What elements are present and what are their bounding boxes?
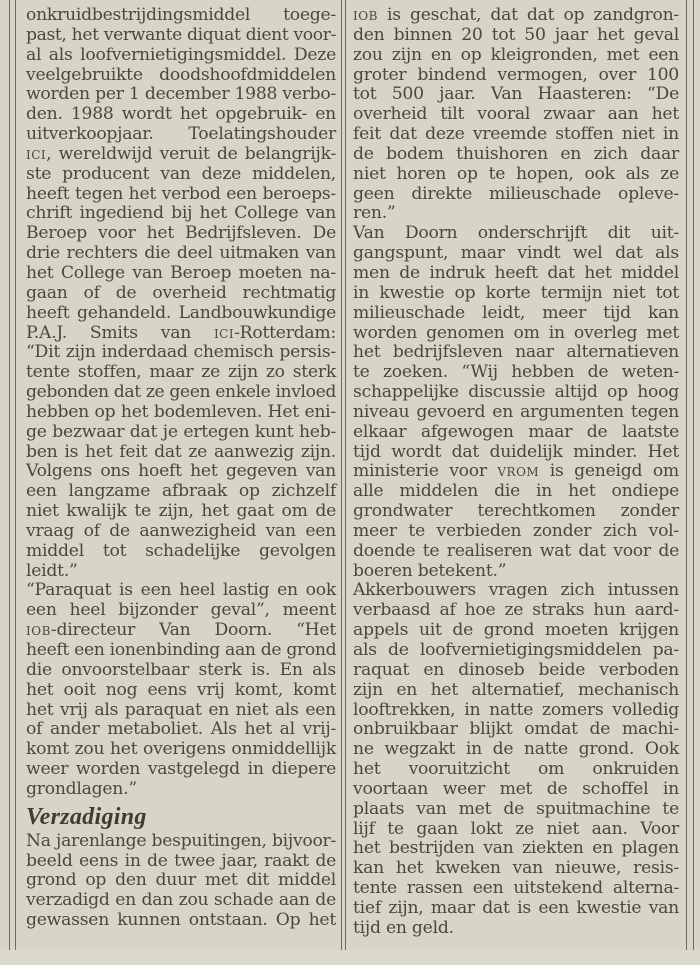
acronym: iob — [26, 620, 51, 641]
text-line: als de loofvernietigingsmiddelen pa- — [353, 640, 679, 660]
text-line: leidt.” — [26, 560, 78, 581]
text-line: of ander metaboliet. Als het al vrij- — [26, 719, 336, 740]
section-heading: Verzadiging — [26, 803, 147, 830]
text-line: gewassen kunnen ontstaan. Op het — [26, 910, 336, 931]
text-line: tente rassen een uitstekend alterna- — [353, 878, 679, 899]
text-line: feit dat deze vreemde stoffen niet in — [353, 124, 679, 145]
text-line: iob is geschat, dat dat op zandgron- — [353, 5, 679, 25]
text-line: den binnen 20 tot 50 jaar het geval — [353, 24, 679, 45]
left-column-body — [26, 6, 336, 800]
text-line: verbaasd af hoe ze straks hun aard- — [353, 600, 679, 621]
text-line: ste producent van deze middelen, — [26, 163, 336, 184]
text-line: geen direkte milieuschade opleve- — [353, 183, 679, 204]
text-line: komt zou het overigens onmiddellijk — [26, 739, 336, 760]
text-line: looftrekken, in natte zomers volledig — [353, 699, 679, 720]
text-line: alle middelen die in het ondiepe — [353, 481, 679, 502]
text-line: beeld eens in de twee jaar, raakt de — [26, 850, 336, 871]
left-column — [26, 6, 336, 931]
text-line: lijf te gaan lokt ze niet aan. Voor — [353, 818, 679, 839]
text-line: onbruikbaar blijkt omdat de machi- — [353, 719, 679, 740]
text-line: het ooit nog eens vrij komt, komt — [26, 679, 336, 700]
text-line: gaan of de overheid rechtmatig — [26, 282, 336, 303]
text-line: hebben op het bodemleven. Het eni- — [26, 401, 336, 422]
text-line: al als loofvernietigingsmiddel. Deze — [26, 44, 336, 65]
text-line: zou zijn en op kleigronden, met een — [353, 44, 679, 65]
text-line: elkaar afgewogen maar de laatste — [353, 421, 679, 442]
text-line: plaats van met de spuitmachine te — [353, 798, 679, 819]
text-line: appels uit de grond moeten krijgen — [353, 620, 679, 641]
text-line: heeft gehandeld. Landbouwkundige — [26, 302, 336, 323]
text-line: een heel bijzonder geval”, meent — [26, 600, 336, 621]
text-line: niet kwalijk te zijn, het gaat om de — [26, 501, 336, 522]
left-outer-rule-2 — [15, 0, 16, 950]
left-column-body-continued — [26, 832, 336, 931]
text-line: overheid tilt vooral zwaar aan het — [353, 104, 679, 125]
text-line: voortaan weer met de schoffel in — [353, 778, 679, 799]
text-line: verzadigd en dan zou schade aan de — [26, 890, 336, 911]
text-line: ben is het feit dat ze aanwezig zijn. — [26, 441, 336, 462]
page-margin — [0, 950, 700, 965]
text-line: heeft een ionenbinding aan de grond — [26, 640, 337, 660]
text-line: uitverkoopjaar. Toelatingshouder — [26, 124, 336, 145]
text-line: vraag of de aanwezigheid van een — [26, 520, 336, 541]
text-line: Beroep voor het Bedrijfsleven. De — [26, 223, 336, 244]
text-line: tijd wordt dat duidelijk minder. Het — [353, 441, 679, 462]
right-outer-rule-1 — [686, 0, 687, 950]
text-line: chrift ingediend bij het College van — [26, 203, 336, 224]
text-line: onkruidbestrijdingsmiddel toege- — [26, 5, 336, 25]
text-line: veelgebruikte doodshoofdmiddelen — [26, 64, 336, 85]
text-line: middel tot schadelijke gevolgen — [26, 540, 336, 561]
text-line: het vooruitzicht om onkruiden — [353, 759, 679, 780]
text-line: heeft tegen het verbod een beroeps- — [26, 183, 336, 204]
text-line: ne wegzakt in de natte grond. Ook — [353, 739, 679, 760]
text-line: meer te verbieden zonder zich vol- — [353, 520, 679, 541]
acronym: ici — [213, 322, 235, 343]
text-line: het bestrijden van ziekten en plagen — [353, 838, 679, 859]
text-line: tijd en geld. — [353, 917, 454, 938]
text-line: het College van Beroep moeten na- — [26, 262, 336, 283]
text-line: Van Doorn onderschrijft dit uit- — [353, 223, 679, 244]
text-line: men de indruk heeft dat het middel — [353, 262, 679, 283]
text-line: die onvoorstelbaar sterk is. En als — [26, 659, 336, 680]
text-line: in kwestie op korte termijn niet tot — [353, 282, 679, 303]
text-line: weer worden vastgelegd in diepere — [26, 759, 336, 780]
text-line: ge bezwaar dat je ertegen kunt heb- — [26, 421, 336, 442]
text-line: P.A.J. Smits van ici-Rotterdam: — [26, 322, 336, 343]
text-line: milieuschade leidt, meer tijd kan — [353, 302, 679, 323]
text-line: “Dit zijn inderdaad chemisch persis- — [26, 342, 336, 363]
text-line: tot 500 jaar. Van Haasteren: “De — [353, 84, 679, 105]
text-line: past, het verwante diquat dient voor- — [26, 24, 336, 45]
text-line: worden genomen om in overleg met — [353, 322, 679, 343]
text-line: een langzame afbraak op zichzelf — [26, 481, 336, 502]
text-line: tief zijn, maar dat is een kwestie van — [353, 897, 679, 918]
center-rule-1 — [341, 0, 342, 950]
right-column-body — [353, 6, 679, 939]
text-line: den. 1988 wordt het opgebruik- en — [26, 104, 336, 125]
text-line: gangspunt, maar vindt wel dat als — [353, 243, 679, 264]
acronym: ici — [26, 143, 47, 164]
text-line: het vrij als paraquat en niet als een — [26, 699, 336, 720]
text-line: ministerie voor vrom is geneigd om — [353, 461, 679, 482]
left-outer-rule-1 — [9, 0, 10, 950]
text-line: boeren betekent.” — [353, 560, 507, 581]
text-line: niveau gevoerd en argumenten tegen — [353, 401, 679, 422]
text-line: drie rechters die deel uitmaken van — [26, 243, 336, 264]
text-line: raquat en dinoseb beide verboden — [353, 659, 679, 680]
text-line: het bedrijfsleven naar alternatieven — [353, 342, 679, 363]
text-line: de bodem thuishoren en zich daar — [353, 143, 679, 164]
text-line: doende te realiseren wat dat voor de — [353, 540, 679, 561]
text-line: Na jarenlange bespuitingen, bijvoor- — [26, 830, 336, 851]
right-outer-rule-2 — [693, 0, 694, 950]
text-line: worden per 1 december 1988 verbo- — [26, 84, 336, 105]
text-line: Volgens ons hoeft het gegeven van — [26, 461, 336, 482]
text-line: grondwater terechtkomen zonder — [353, 501, 679, 522]
text-line: ici, wereldwijd veruit de belangrijk- — [26, 143, 336, 164]
text-line: niet horen op te hopen, ook als ze — [353, 163, 679, 184]
right-column — [353, 6, 679, 939]
acronym: vrom — [497, 461, 540, 482]
text-line: schappelijke discussie altijd op hoog — [353, 382, 679, 403]
center-rule-2 — [345, 0, 346, 950]
text-line: gebonden dat ze geen enkele invloed — [26, 382, 336, 403]
text-line: “Paraquat is een heel lastig en ook — [26, 580, 336, 601]
text-line: groter bindend vermogen, over 100 — [353, 64, 679, 85]
text-line: kan het kweken van nieuwe, resis- — [353, 858, 679, 879]
text-line: Akkerbouwers vragen zich intussen — [353, 580, 679, 601]
text-line: grond op den duur met dit middel — [26, 870, 336, 891]
text-line: tente stoffen, maar ze zijn zo sterk — [26, 362, 336, 383]
text-line: zijn en het alternatief, mechanisch — [353, 679, 679, 700]
text-line: te zoeken. “Wij hebben de weten- — [353, 362, 679, 383]
text-line: ren.” — [353, 203, 396, 224]
text-line: grondlagen.” — [26, 778, 137, 799]
acronym: iob — [353, 5, 378, 25]
text-line: iob-directeur Van Doorn. “Het — [26, 620, 336, 641]
